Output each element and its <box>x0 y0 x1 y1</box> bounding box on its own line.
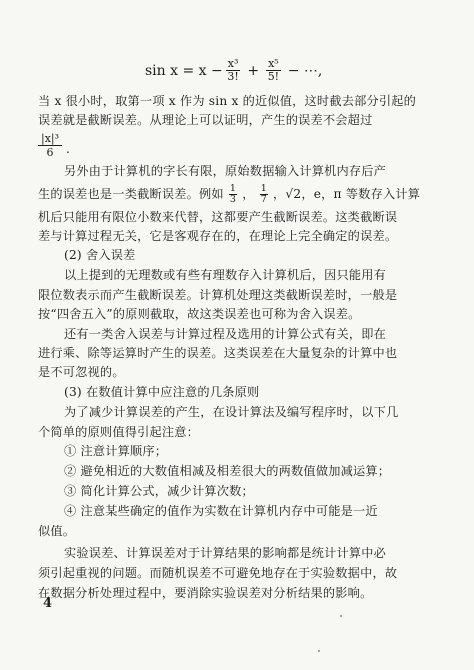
para5-line1: 为了减少计算误差的产生，在设计算法及编写程序时，以下几 <box>64 405 399 419</box>
fraction-one-seventh-den: 7 <box>260 194 267 205</box>
para4-line1: 还有一类舍入误差与计算过程及选用的计算公式有关，即在 <box>64 327 387 341</box>
section-heading-principles: (3) 在数值计算中应注意的几条原则 <box>64 385 260 399</box>
para2-line2-text: 生的误差也是一类截断误差。例如 <box>38 187 224 201</box>
formula-term-x3 <box>226 58 241 83</box>
error-bound-fraction <box>38 132 62 159</box>
para6-line3: 在数据分析处理过程中，要消除实验误差对分析结果的影响。 <box>38 586 373 600</box>
para1-line2: 误差就是截断误差。从理论上可以证明，产生的误差不会超过 <box>38 113 373 127</box>
scan-speck <box>340 615 342 617</box>
fraction-one-third-num: 1 <box>229 183 237 194</box>
para4-line3: 是不可忽视的。 <box>38 365 125 379</box>
formula-tail: − ⋯, <box>287 62 323 79</box>
principle-item-4-continuation: 似值。 <box>38 524 76 538</box>
error-bound-numerator: |x|³ <box>38 132 62 146</box>
para3-line2: 限位数表示而产生截断误差。计算机处理这类截断误差时，一般是 <box>38 288 398 302</box>
page-number: 4 <box>43 596 53 611</box>
error-bound-period: . <box>66 142 70 156</box>
formula-term1-numerator: x³ <box>227 57 239 70</box>
para1-line1: 当 x 很小时，取第一项 x 作为 sin x 的近似值，这时截去部分引起的 <box>38 94 417 108</box>
para2-line2: 生的误差也是一类截断误差。例如 $\frac{1}{3}$ ， $\frac{1}{7}$ ，√2，e，π 等数存入计算 <box>38 183 421 205</box>
formula-term-x5 <box>266 58 281 83</box>
principle-item-3: ③ 简化计算公式，减少计算次数； <box>64 484 254 498</box>
formula-lhs: sin x = x − <box>145 62 223 79</box>
formula-term2-denominator: 5! <box>267 70 280 84</box>
error-bound-denominator: 6 <box>46 146 54 159</box>
section-heading-rounding-error: (2) 舍入误差 <box>64 248 136 262</box>
para2-line3: 机后只能用有限位小数来代替，这都要产生截断误差。这类截断误 <box>38 210 398 224</box>
formula-term2-numerator: x⁵ <box>268 57 279 70</box>
para4-line2: 进行乘、除等运算时产生的误差。这类误差在大量复杂的计算中也 <box>38 346 398 360</box>
fraction-one-third <box>229 184 237 205</box>
principle-item-2: ② 避免相近的大数值相减及相差很大的两数值做加减运算； <box>64 464 391 478</box>
formula-plus: + <box>247 62 260 79</box>
formula-term1-denominator: 3! <box>227 70 239 84</box>
fraction-one-third-den: 3 <box>229 194 237 205</box>
para6-line2: 须引起重视的问题。而随机误差不可避免地存在于实验数据中，故 <box>38 566 398 580</box>
fraction-one-seventh <box>260 184 268 205</box>
scan-speck <box>318 650 320 652</box>
para3-line1: 以上提到的无理数或有些有理数存入计算机后，因只能用有 <box>64 268 387 282</box>
taylor-series-formula <box>145 58 326 83</box>
fraction-one-seventh-num: 1 <box>260 183 267 194</box>
principle-item-1: ① 注意计算顺序； <box>64 444 168 458</box>
para2-line2-tail: ，√2，e，π 等数存入计算 <box>273 187 421 201</box>
para5-line2: 个简单的原则值得引起注意： <box>38 425 200 439</box>
para6-line1: 实验误差、计算误差对于计算结果的影响都是统计计算中必 <box>64 546 387 560</box>
principle-item-4: ④ 注意某些确定的值作为实数在计算机内存中可能是一近 <box>64 504 378 518</box>
para2-line1: 另外由于计算机的字长有限，原始数据输入计算机内存后产 <box>64 164 387 178</box>
para3-line3: 按“四舍五入”的原则截取，故这类误差也可称为舍入误差。 <box>38 307 361 321</box>
para2-line4: 差与计算过程无关，它是客观存在的，在理论上完全确定的误差。 <box>38 229 398 243</box>
